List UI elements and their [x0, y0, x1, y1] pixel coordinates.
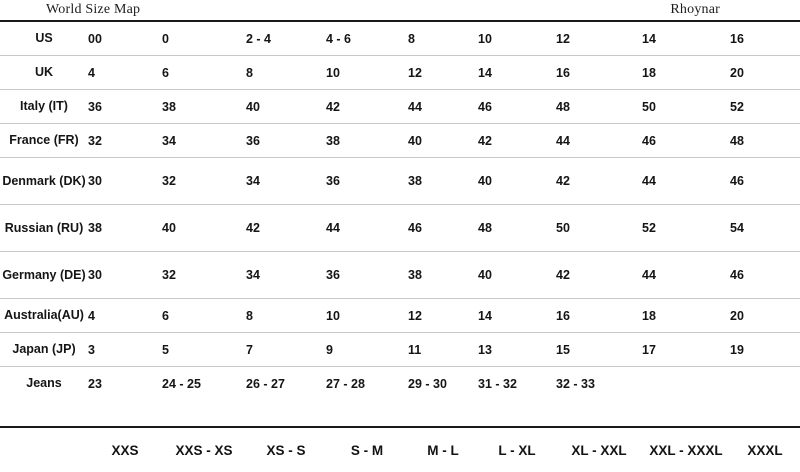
size-cell: 42 [556, 252, 642, 299]
size-cell: 40 [478, 158, 556, 205]
size-cell: 34 [246, 158, 326, 205]
brand-name: Rhoynar [670, 2, 720, 17]
size-cell: 42 [478, 124, 556, 158]
size-cell: 3 [88, 333, 162, 367]
size-cell: 46 [730, 158, 800, 205]
size-cell: 9 [326, 333, 408, 367]
size-cell: 0 [162, 22, 246, 56]
size-cell: 18 [642, 56, 730, 90]
size-cell: 54 [730, 205, 800, 252]
size-cell: 10 [326, 56, 408, 90]
size-cell [730, 367, 800, 401]
size-cell: 40 [478, 252, 556, 299]
size-cell: 42 [556, 158, 642, 205]
size-cell: 36 [326, 158, 408, 205]
size-cell: 40 [162, 205, 246, 252]
size-cell: 44 [556, 124, 642, 158]
generic-size-label: M - L [427, 442, 459, 458]
size-cell: 2 - 4 [246, 22, 326, 56]
size-cell: 44 [642, 252, 730, 299]
size-cell: 24 - 25 [162, 376, 201, 391]
size-cell: 4 [88, 299, 162, 333]
size-cell: 5 [162, 333, 246, 367]
table-row [0, 90, 800, 124]
size-cell: 36 [246, 124, 326, 158]
size-cell: 52 [730, 90, 800, 124]
size-cell: 16 [730, 22, 800, 56]
size-cell: 12 [408, 56, 478, 90]
size-cell: 38 [326, 124, 408, 158]
row-label: Jeans [26, 376, 62, 391]
size-cell: 14 [642, 22, 730, 56]
size-conversion-table [0, 22, 800, 400]
size-cell: 12 [408, 299, 478, 333]
size-cell: 34 [162, 124, 246, 158]
size-cell: 34 [246, 252, 326, 299]
size-cell: 46 [478, 90, 556, 124]
size-cell: 29 - 30 [408, 376, 447, 391]
size-cell: 17 [642, 333, 730, 367]
size-cell: 38 [162, 90, 246, 124]
size-cell: 26 - 27 [246, 376, 285, 391]
size-cell: 7 [246, 333, 326, 367]
generic-size-label: XXXL [747, 442, 783, 458]
size-cell: 42 [246, 205, 326, 252]
size-cell: 31 - 32 [478, 376, 517, 391]
row-label: Japan (JP) [0, 333, 88, 367]
row-label: UK [0, 56, 88, 90]
row-label: Australia(AU) [0, 299, 88, 333]
table-row [0, 252, 800, 299]
size-cell: 00 [88, 22, 162, 56]
size-cell: 27 - 28 [326, 376, 365, 391]
size-cell: 46 [408, 205, 478, 252]
size-cell: 14 [478, 56, 556, 90]
size-cell: 12 [556, 22, 642, 56]
size-cell: 52 [642, 205, 730, 252]
size-cell: 46 [730, 252, 800, 299]
size-cell: 10 [478, 22, 556, 56]
row-label: Denmark (DK) [0, 158, 88, 205]
size-cell: 44 [642, 158, 730, 205]
size-cell: 11 [408, 333, 478, 367]
row-label: Germany (DE) [0, 252, 88, 299]
row-label: Italy (IT) [0, 90, 88, 124]
generic-size-label: XXS [111, 442, 139, 458]
table-row [0, 333, 800, 367]
size-cell: 32 [162, 252, 246, 299]
size-cell: 8 [408, 22, 478, 56]
page-header [0, 0, 800, 22]
table-row [0, 158, 800, 205]
table-row [0, 22, 800, 56]
size-cell: 40 [246, 90, 326, 124]
generic-size-label: XL - XXL [571, 442, 627, 458]
size-cell: 32 [162, 158, 246, 205]
size-cell: 6 [162, 56, 246, 90]
size-cell: 38 [88, 205, 162, 252]
generic-size-label: XXS - XS [175, 442, 233, 458]
size-cell: 20 [730, 56, 800, 90]
size-cell: 40 [408, 124, 478, 158]
row-label: France (FR) [0, 124, 88, 158]
size-cell: 46 [642, 124, 730, 158]
table-row [0, 124, 800, 158]
table-footer-divider [0, 400, 800, 428]
size-cell: 16 [556, 56, 642, 90]
row-label: Russian (RU) [0, 205, 88, 252]
table-row [0, 56, 800, 90]
row-label: US [0, 22, 88, 56]
size-cell: 15 [556, 333, 642, 367]
size-cell: 48 [478, 205, 556, 252]
size-cell: 4 - 6 [326, 22, 408, 56]
size-cell: 18 [642, 299, 730, 333]
size-cell: 48 [730, 124, 800, 158]
page-title: World Size Map [46, 2, 141, 17]
generic-size-label: L - XL [498, 442, 536, 458]
size-cell: 36 [326, 252, 408, 299]
size-table-body [0, 22, 800, 400]
table-row [0, 205, 800, 252]
size-cell: 14 [478, 299, 556, 333]
size-cell [642, 367, 730, 401]
size-cell: 10 [326, 299, 408, 333]
size-cell: 20 [730, 299, 800, 333]
size-cell: 4 [88, 56, 162, 90]
size-cell: 48 [556, 90, 642, 124]
size-cell: 36 [88, 90, 162, 124]
size-cell: 30 [88, 252, 162, 299]
size-cell: 44 [326, 205, 408, 252]
generic-size-label: XS - S [266, 442, 306, 458]
size-cell: 8 [246, 56, 326, 90]
size-cell: 8 [246, 299, 326, 333]
size-cell: 6 [162, 299, 246, 333]
size-cell: 42 [326, 90, 408, 124]
size-cell: 38 [408, 252, 478, 299]
size-cell: 50 [642, 90, 730, 124]
size-cell: 16 [556, 299, 642, 333]
size-cell: 44 [408, 90, 478, 124]
size-cell: 38 [408, 158, 478, 205]
size-cell: 30 [88, 158, 162, 205]
table-row [0, 299, 800, 333]
generic-size-label: XXL - XXXL [649, 442, 723, 458]
size-cell: 13 [478, 333, 556, 367]
size-cell: 32 - 33 [556, 376, 595, 391]
generic-size-footer [0, 428, 800, 472]
size-cell: 23 [88, 376, 102, 391]
size-cell: 19 [730, 333, 800, 367]
size-cell: 50 [556, 205, 642, 252]
size-cell: 32 [88, 124, 162, 158]
generic-size-label: S - M [350, 442, 384, 458]
table-row [0, 367, 800, 401]
